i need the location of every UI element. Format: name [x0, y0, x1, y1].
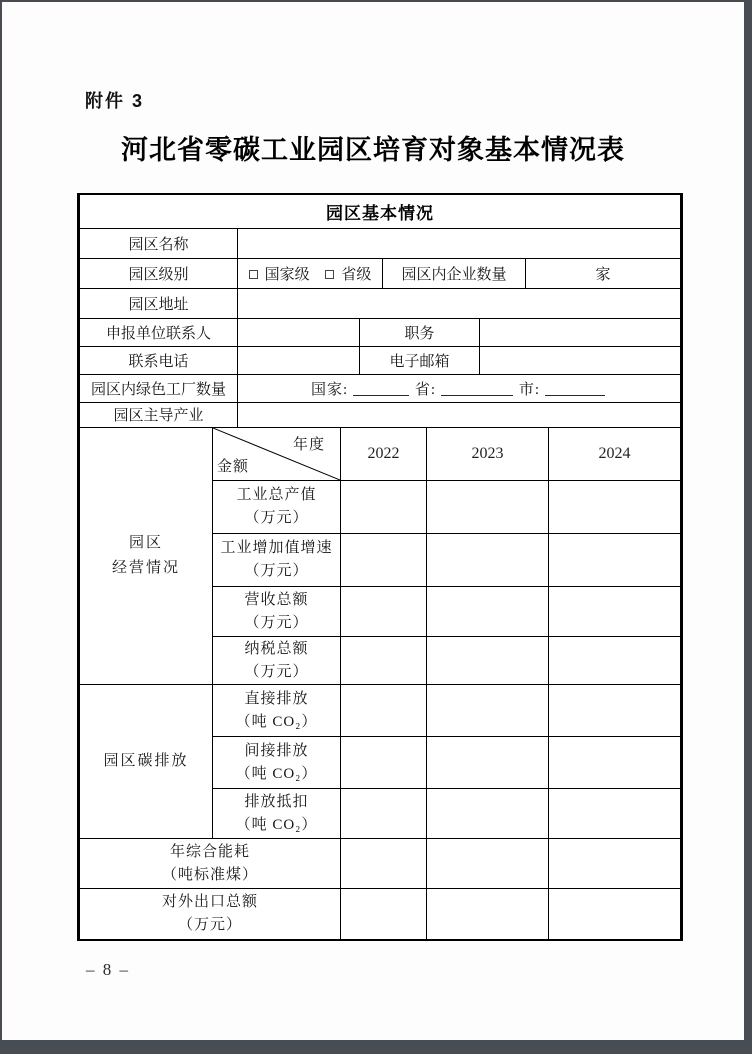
data-cell — [427, 637, 549, 685]
table-row — [80, 288, 681, 318]
contact-label: 申报单位联系人 — [80, 318, 238, 346]
data-cell — [341, 789, 427, 839]
indirect-emission-label — [213, 737, 341, 789]
gross-output-label — [213, 481, 341, 534]
data-cell — [427, 534, 549, 587]
diagonal-header-cell — [213, 428, 341, 481]
metric-unit: （万元） — [244, 663, 309, 680]
green-factory-province-label: 省: — [414, 381, 437, 398]
provincial-level-option — [325, 263, 371, 284]
page-title: 河北省零碳工业园区培育对象基本情况表 — [121, 135, 625, 166]
basic-info-table — [77, 193, 683, 941]
table-header-row — [80, 195, 681, 228]
table-row — [80, 889, 681, 939]
park-address-value-cell — [238, 288, 681, 318]
position-value-cell — [480, 318, 681, 346]
table-row — [80, 318, 681, 346]
phone-value-cell — [238, 346, 360, 374]
metric-unit: （万元） — [177, 916, 242, 933]
green-factory-label: 园区内绿色工厂数量 — [80, 374, 238, 402]
emission-offset-label — [213, 789, 341, 839]
metric-unit: （吨标准煤） — [161, 866, 258, 883]
data-cell — [549, 685, 681, 737]
metric-unit: （吨 CO₂） — [235, 816, 318, 833]
annual-energy-label — [80, 839, 341, 889]
data-cell — [549, 737, 681, 789]
direct-emission-label — [213, 685, 341, 737]
metric-unit: （万元） — [244, 614, 309, 631]
data-cell — [341, 737, 427, 789]
industry-label: 园区主导产业 — [80, 402, 238, 427]
provincial-level-label: 省级 — [341, 266, 372, 283]
data-cell — [427, 587, 549, 637]
table-row — [80, 839, 681, 889]
diagonal-header-box — [213, 428, 340, 480]
park-address-label: 园区地址 — [80, 288, 238, 318]
phone-label: 联系电话 — [80, 346, 238, 374]
data-cell — [341, 685, 427, 737]
data-cell — [549, 637, 681, 685]
document-page — [2, 2, 744, 1040]
carbon-group-line1: 园区碳排放 — [103, 753, 189, 769]
tax-total-label — [213, 637, 341, 685]
data-cell — [341, 534, 427, 587]
contact-value-cell — [238, 318, 360, 346]
revenue-total-label — [213, 587, 341, 637]
email-label: 电子邮箱 — [360, 346, 480, 374]
metric-name: 间接排放 — [244, 742, 309, 759]
metric-name: 对外出口总额 — [161, 893, 258, 910]
diagonal-amount-label: 金额 — [217, 458, 250, 475]
operation-group-line1: 园区 — [128, 534, 163, 551]
park-level-options-cell — [238, 258, 383, 288]
green-factory-value-cell — [238, 374, 681, 402]
green-factory-national-label: 国家: — [310, 381, 349, 398]
data-cell — [427, 789, 549, 839]
data-cell — [341, 839, 427, 889]
data-cell — [427, 737, 549, 789]
metric-name: 年综合能耗 — [169, 843, 250, 860]
data-cell — [549, 789, 681, 839]
diagonal-year-label: 年度 — [292, 436, 325, 453]
position-label: 职务 — [360, 318, 480, 346]
data-cell — [341, 637, 427, 685]
metric-name: 直接排放 — [244, 690, 309, 707]
email-value-cell — [480, 346, 681, 374]
metric-name: 纳税总额 — [244, 640, 309, 657]
year-header-2023: 2023 — [427, 428, 549, 481]
data-cell — [549, 839, 681, 889]
metric-name: 营收总额 — [244, 591, 309, 608]
year-header-2022: 2022 — [341, 428, 427, 481]
data-cell — [427, 889, 549, 939]
upper-section-table — [79, 195, 681, 428]
data-cell — [549, 534, 681, 587]
data-cell — [549, 481, 681, 534]
data-cell — [549, 587, 681, 637]
table-row — [80, 228, 681, 258]
fill-in-blank — [353, 383, 409, 396]
metric-name: 工业增加值增速 — [220, 540, 333, 556]
table-section-header: 园区基本情况 — [80, 195, 681, 228]
data-cell — [341, 481, 427, 534]
national-level-label: 国家级 — [264, 266, 310, 283]
table-row — [80, 374, 681, 402]
table-row — [80, 402, 681, 427]
table-row — [80, 258, 681, 288]
metric-name: 工业总产值 — [236, 487, 317, 503]
metric-name: 排放抵扣 — [244, 793, 309, 810]
park-level-label: 园区级别 — [80, 258, 238, 288]
operation-group-line2: 经营情况 — [111, 559, 180, 576]
green-factory-city-label: 市: — [518, 381, 540, 398]
enterprise-count-label: 园区内企业数量 — [383, 258, 526, 288]
metric-unit: （吨 CO₂） — [235, 765, 318, 782]
data-cell — [341, 889, 427, 939]
data-cell — [427, 481, 549, 534]
national-level-option — [249, 263, 310, 284]
fill-in-blank — [545, 383, 605, 396]
data-cell — [427, 839, 549, 889]
enterprise-count-unit: 家 — [526, 258, 681, 288]
fill-in-blank — [441, 383, 513, 396]
metric-unit: （万元） — [244, 510, 309, 526]
data-cell — [427, 685, 549, 737]
park-name-label: 园区名称 — [80, 228, 238, 258]
export-total-label — [80, 889, 341, 939]
table-row — [80, 685, 681, 737]
page-number: – 8 – — [86, 960, 130, 979]
attachment-label: 附件 3 — [85, 91, 145, 111]
table-row — [80, 346, 681, 374]
operation-group-label-cell — [80, 428, 213, 685]
lower-section-table — [79, 428, 681, 939]
park-name-value-cell — [238, 228, 681, 258]
year-header-2024: 2024 — [549, 428, 681, 481]
carbon-group-label-cell — [80, 685, 213, 839]
metric-unit: （万元） — [244, 563, 309, 579]
value-added-growth-label — [213, 534, 341, 587]
provincial-level-checkbox-icon — [325, 270, 334, 279]
data-cell — [549, 889, 681, 939]
national-level-checkbox-icon — [249, 270, 258, 279]
metric-unit: （吨 CO₂） — [235, 713, 318, 730]
data-cell — [341, 587, 427, 637]
matrix-header-row — [80, 428, 681, 481]
industry-value-cell — [238, 402, 681, 427]
